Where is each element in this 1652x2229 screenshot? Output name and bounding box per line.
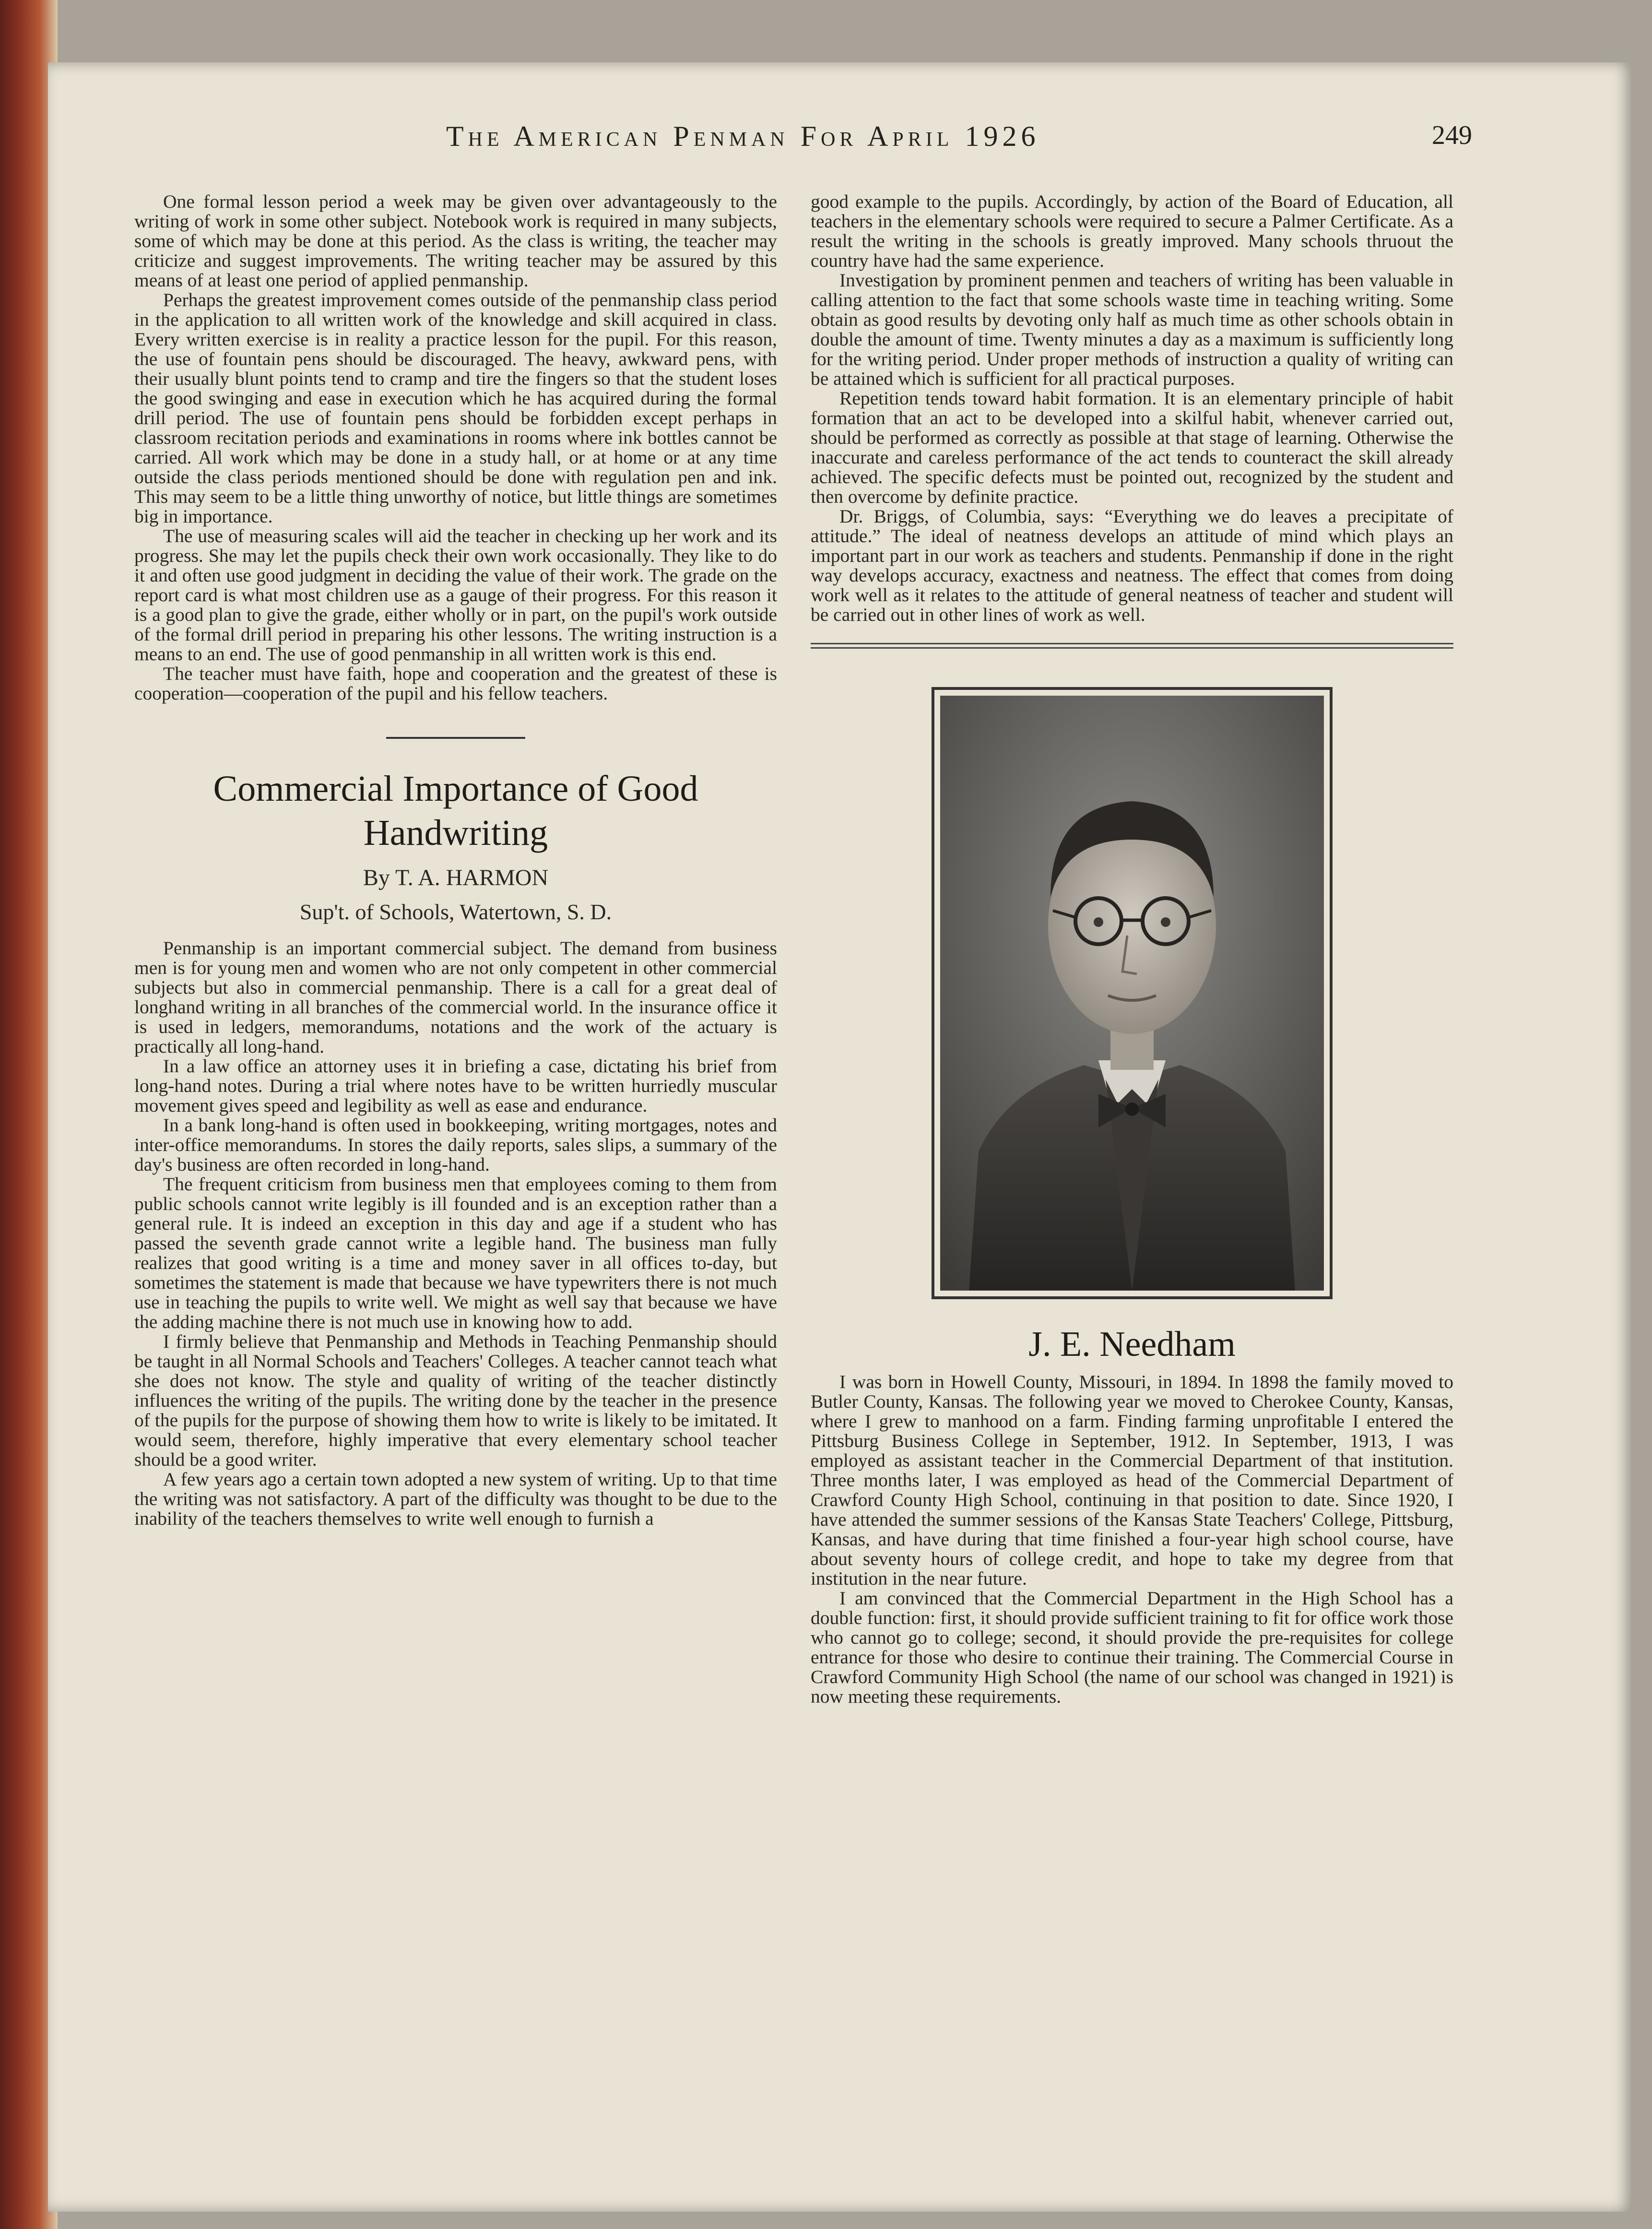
right-column <box>811 192 1453 1707</box>
double-rule-divider <box>811 643 1453 649</box>
paragraph: The frequent criticism from business men that employees coming to them from public schools cannot write legibly is ill founded and is an exception rather than a general rule. It is indeed an exception in this day and age if a student who has passed the seventh grade cannot write a legible hand. The business man fully realizes that good writing is a time and money saver in all offices to-day, but sometimes the statement is made that because we have typewriters there is not much use in teaching the pupils to write well. We might as well say that because we have the adding machine there is not much use in knowing how to add. <box>134 1174 777 1332</box>
paragraph: Perhaps the greatest improvement comes outside of the penmanship class period in the application to all written work of the knowledge and skill acquired in class. Every written exercise is in reality a practice lesson for the pupil. For this reason, the use of fountain pens should be discouraged. The heavy, awkward pens, with their usually blunt points tend to cramp and tire the fingers so that the student loses the good swinging and ease in execution which he has acquired during the formal drill period. The use of fountain pens should be forbidden except perhaps in classroom recitation periods and examinations in rooms where ink bottles cannot be carried. All work which may be done in a study hall, or at home or at any time outside the class periods mentioned should be done with regulation pen and ink. This may seem to be a little thing unworthy of notice, but little things are sometimes big in importance. <box>134 289 777 527</box>
paragraph: The use of measuring scales will aid the teacher in checking up her work and its progress. She may let the pupils check their own work occasionally. They like to do it and often use good judgment in deciding the value of their work. The grade on the report card is what most children use as a gauge of their progress. For this reason it is a good plan to give the grade, either wholly or in part, on the pupil's work outside of the formal drill period in preparing his other lessons. The writing instruction is a means to an end. The use of good penmanship in all written work is this end. <box>134 525 777 664</box>
section-divider <box>386 737 525 739</box>
article-byline: By T. A. HARMON <box>363 865 549 890</box>
article-title: Commercial Importance of Good Handwriting <box>213 769 698 853</box>
paragraph: Dr. Briggs, of Columbia, says: “Everything we do leaves a precipitate of attitude.” The ideal of neatness develops an attitude of mind which plays an important part in our work as teachers and students. Penmanship if done in the right way develops accuracy, exactness and neatness. The effect that comes from doing work well as it relates to the attitude of general neatness of teacher and student will be carried out in other lines of work as well. <box>811 506 1453 625</box>
paragraph: In a bank long-hand is often used in bookkeeping, writing mortgages, notes and inter-office memorandums. In stores the daily reports, sales slips, a summary of the day's business are often recorded in long-hand. <box>134 1114 777 1175</box>
paragraph: I firmly believe that Penmanship and Methods in Teaching Penmanship should be taught in all Normal Schools and Teachers' Colleges. A teacher cannot teach what she does not know. The style and quality of writing of the teacher distinctly influences the writing of the pupils. The writing done by the teacher in the presence of the pupils for the purpose of showing them how to write is likely to be imitated. It would seem, therefore, highly imperative that every elementary school teacher should be a good writer. <box>134 1331 777 1470</box>
paragraph: One formal lesson period a week may be given over advantageously to the writing of work in some other subject. Notebook work is required in many subjects, some of which may be done at this period. As the class is writing, the teacher may criticize and suggest improvements. The writing teacher may be assured by this means of at least one period of applied penmanship. <box>134 191 777 291</box>
paragraph: good example to the pupils. Accordingly, by action of the Board of Education, all teachers in the elementary schools were required to secure a Palmer Certificate. As a result the writing in the schools is greatly improved. Many schools thruout the country have had the same experience. <box>811 191 1453 271</box>
page-number: 249 <box>1432 120 1472 150</box>
paragraph: In a law office an attorney uses it in briefing a case, dictating his brief from long-hand notes. During a trial where notes have to be written hurriedly muscular movement gives speed and legibility as well as ease and endurance. <box>134 1055 777 1116</box>
paragraph: I am convinced that the Commercial Department in the High School has a double function: first, it should provide sufficient training to fit for office work those who cannot go to college; second, it should provide the pre-requisites for college entrance for those who desire to continue their training. The Commercial Course in Crawford Community High School (the name of our school was changed in 1921) is now meeting these requirements. <box>811 1588 1453 1707</box>
left-column <box>134 192 777 1529</box>
profile-name: J. E. Needham <box>1028 1325 1236 1364</box>
paragraph: A few years ago a certain town adopted a new system of writing. Up to that time the writing was not satisfactory. A part of the difficulty was thought to be due to the inability of the teachers themselves to write well enough to furnish a <box>134 1469 777 1529</box>
paragraph: I was born in Howell County, Missouri, in 1894. In 1898 the family moved to Butler County, Kansas. The following year we moved to Cherokee County, Kansas, where I grew to manhood on a farm. Finding farming unprofitable I entered the Pittsburg Business College in September, 1912. In September, 1913, I was employed as assistant teacher in the Commercial Department of that institution. Three months later, I was employed as head of the Commercial Department of Crawford County High School, continuing in that position to date. Since 1920, I have attended the summer sessions of the Kansas State Teachers' College, Pittsburg, Kansas, and have during that time finished a four-year high school course, have about seventy hours of college credit, and hope to take my degree from that institution in the near future. <box>811 1371 1453 1589</box>
paragraph: Investigation by prominent penmen and teachers of writing has been valuable in calling attention to the fact that some schools waste time in teaching writing. Some obtain as good results by devoting only half as much time as other schools obtain in double the amount of time. Twenty minutes a day as a maximum is sufficiently long for the writing period. Under proper methods of instruction a quality of writing can be attained which is sufficient for all practical purposes. <box>811 270 1453 389</box>
paragraph: Repetition tends toward habit formation. It is an elementary principle of habit formation that an act to be developed into a skilful habit, whenever carried out, should be performed as correctly as possible at that stage of learning. Otherwise the inaccurate and careless performance of the act tends to counteract the skill already achieved. The specific defects must be pointed out, recognized by the student and then overcome by definite practice. <box>811 388 1453 507</box>
portrait-frame <box>932 687 1333 1299</box>
article-affiliation: Sup't. of Schools, Watertown, S. D. <box>299 900 612 924</box>
page-header <box>0 120 1652 158</box>
running-head: The American Penman For April 1926 <box>446 120 1040 152</box>
paragraph: The teacher must have faith, hope and cooperation and the greatest of these is cooperation—cooperation of the pupil and his fellow teachers. <box>134 663 777 704</box>
portrait-photo <box>940 696 1324 1291</box>
paragraph: Penmanship is an important commercial subject. The demand from business men is for young men and women who are not only competent in other commercial subjects but also in commercial penmanship. There is a call for a great deal of longhand writing in all branches of the commercial world. In the insurance office it is used in ledgers, memorandums, notations and the work of the actuary is practically all long-hand. <box>134 937 777 1057</box>
